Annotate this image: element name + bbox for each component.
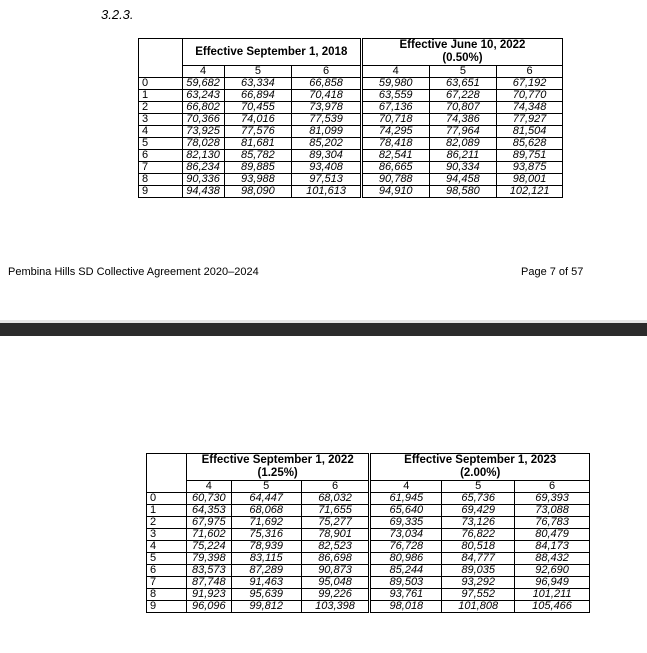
salary-cell: 87,289 — [231, 565, 301, 577]
salary-cell: 78,939 — [231, 541, 301, 553]
column-label-row — [147, 481, 590, 493]
salary-cell: 97,552 — [442, 589, 515, 601]
salary-cell: 67,136 — [361, 102, 429, 114]
salary-cell: 85,782 — [224, 150, 292, 162]
salary-cell: 99,812 — [231, 601, 301, 613]
salary-cell: 70,455 — [224, 102, 292, 114]
salary-cell: 89,304 — [292, 150, 362, 162]
salary-cell: 90,334 — [429, 162, 497, 174]
salary-cell: 70,366 — [182, 114, 224, 126]
salary-grid-table-1 — [138, 38, 563, 198]
salary-cell: 93,988 — [224, 174, 292, 186]
salary-cell: 96,949 — [515, 577, 590, 589]
salary-cell: 101,808 — [442, 601, 515, 613]
salary-cell: 63,334 — [224, 78, 292, 90]
salary-cell: 85,244 — [370, 565, 442, 577]
column-label: 4 — [182, 66, 224, 78]
salary-cell: 93,292 — [442, 577, 515, 589]
salary-cell: 69,429 — [442, 505, 515, 517]
salary-cell: 82,541 — [361, 150, 429, 162]
salary-cell: 73,925 — [182, 126, 224, 138]
salary-cell: 93,875 — [497, 162, 563, 174]
salary-cell: 74,016 — [224, 114, 292, 126]
group-subtitle: (0.50%) — [442, 52, 483, 65]
salary-cell: 71,655 — [301, 505, 370, 517]
step-label: 9 — [139, 186, 183, 198]
salary-cell: 75,224 — [186, 541, 231, 553]
salary-cell: 59,682 — [182, 78, 224, 90]
column-group-header — [186, 454, 370, 481]
salary-cell: 77,964 — [429, 126, 497, 138]
salary-cell: 98,580 — [429, 186, 497, 198]
salary-cell: 94,910 — [361, 186, 429, 198]
column-label: 5 — [231, 481, 301, 493]
column-label: 6 — [292, 66, 362, 78]
salary-cell: 80,518 — [442, 541, 515, 553]
salary-cell: 95,639 — [231, 589, 301, 601]
footer-document-title: Pembina Hills SD Collective Agreement 2020–2024 — [8, 266, 259, 278]
step-label: 5 — [139, 138, 183, 150]
group-title: Effective September 1, 2018 — [195, 45, 348, 58]
salary-cell: 98,001 — [497, 174, 563, 186]
column-group-header — [182, 39, 361, 66]
salary-cell: 73,126 — [442, 517, 515, 529]
group-title: Effective September 1, 2023 — [404, 454, 557, 466]
column-label: 6 — [497, 66, 563, 78]
table-row — [147, 565, 590, 577]
salary-cell: 76,728 — [370, 541, 442, 553]
salary-cell: 80,986 — [370, 553, 442, 565]
step-label: 7 — [139, 162, 183, 174]
step-label: 0 — [139, 78, 183, 90]
group-header-row — [147, 454, 590, 481]
table-row — [147, 541, 590, 553]
salary-cell: 73,088 — [515, 505, 590, 517]
salary-cell: 69,393 — [515, 493, 590, 505]
table-row — [139, 78, 563, 90]
salary-cell: 66,858 — [292, 78, 362, 90]
salary-cell: 101,211 — [515, 589, 590, 601]
step-label: 7 — [147, 577, 187, 589]
salary-cell: 90,873 — [301, 565, 370, 577]
salary-cell: 77,539 — [292, 114, 362, 126]
salary-cell: 94,438 — [182, 186, 224, 198]
salary-cell: 74,348 — [497, 102, 563, 114]
table-row — [147, 601, 590, 613]
step-label: 4 — [147, 541, 187, 553]
salary-cell: 82,089 — [429, 138, 497, 150]
salary-cell: 89,503 — [370, 577, 442, 589]
salary-cell: 76,822 — [442, 529, 515, 541]
group-title: Effective June 10, 2022 — [399, 39, 526, 51]
salary-cell: 83,115 — [231, 553, 301, 565]
table-row — [147, 577, 590, 589]
salary-cell: 82,523 — [301, 541, 370, 553]
salary-cell: 76,783 — [515, 517, 590, 529]
salary-cell: 90,788 — [361, 174, 429, 186]
salary-cell: 79,398 — [186, 553, 231, 565]
salary-cell: 84,777 — [442, 553, 515, 565]
table-1-body — [139, 39, 563, 198]
column-label: 4 — [186, 481, 231, 493]
salary-cell: 97,513 — [292, 174, 362, 186]
step-label: 3 — [139, 114, 183, 126]
salary-cell: 81,504 — [497, 126, 563, 138]
step-label: 6 — [139, 150, 183, 162]
column-label: 5 — [224, 66, 292, 78]
salary-cell: 70,770 — [497, 90, 563, 102]
table-row — [147, 493, 590, 505]
salary-cell: 89,885 — [224, 162, 292, 174]
salary-cell: 63,243 — [182, 90, 224, 102]
column-label: 6 — [301, 481, 370, 493]
step-label: 3 — [147, 529, 187, 541]
step-label: 1 — [139, 90, 183, 102]
step-label: 2 — [139, 102, 183, 114]
salary-cell: 105,466 — [515, 601, 590, 613]
salary-cell: 89,035 — [442, 565, 515, 577]
salary-cell: 65,736 — [442, 493, 515, 505]
group-subtitle: (1.25%) — [257, 467, 298, 480]
table-row — [147, 517, 590, 529]
salary-cell: 92,690 — [515, 565, 590, 577]
step-label: 6 — [147, 565, 187, 577]
salary-cell: 60,730 — [186, 493, 231, 505]
group-title: Effective September 1, 2022 — [201, 454, 354, 466]
step-label: 8 — [147, 589, 187, 601]
salary-cell: 86,665 — [361, 162, 429, 174]
salary-cell: 75,316 — [231, 529, 301, 541]
salary-cell: 69,335 — [370, 517, 442, 529]
column-label-row — [139, 66, 563, 78]
salary-cell: 86,211 — [429, 150, 497, 162]
salary-cell: 103,398 — [301, 601, 370, 613]
salary-cell: 67,192 — [497, 78, 563, 90]
salary-cell: 68,068 — [231, 505, 301, 517]
table-row — [147, 589, 590, 601]
table-row — [139, 162, 563, 174]
salary-cell: 66,894 — [224, 90, 292, 102]
salary-cell: 101,613 — [292, 186, 362, 198]
salary-cell: 67,228 — [429, 90, 497, 102]
salary-cell: 68,032 — [301, 493, 370, 505]
salary-cell: 98,018 — [370, 601, 442, 613]
table-row — [147, 529, 590, 541]
salary-cell: 82,130 — [182, 150, 224, 162]
table-row — [139, 114, 563, 126]
footer-page-number: Page 7 of 57 — [521, 266, 584, 278]
step-label: 4 — [139, 126, 183, 138]
step-label: 5 — [147, 553, 187, 565]
salary-cell: 83,573 — [186, 565, 231, 577]
salary-cell: 78,418 — [361, 138, 429, 150]
table-row — [139, 126, 563, 138]
salary-cell: 89,751 — [497, 150, 563, 162]
salary-cell: 90,336 — [182, 174, 224, 186]
salary-cell: 77,576 — [224, 126, 292, 138]
table-row — [147, 553, 590, 565]
salary-cell: 70,418 — [292, 90, 362, 102]
salary-cell: 96,096 — [186, 601, 231, 613]
corner-cell — [147, 454, 187, 493]
table-row — [139, 138, 563, 150]
column-label: 5 — [442, 481, 515, 493]
salary-cell: 67,975 — [186, 517, 231, 529]
salary-cell: 66,802 — [182, 102, 224, 114]
table-2-body — [147, 454, 590, 613]
salary-cell: 75,277 — [301, 517, 370, 529]
salary-cell: 85,628 — [497, 138, 563, 150]
table-row — [139, 150, 563, 162]
group-subtitle: (2.00%) — [460, 467, 501, 480]
salary-cell: 74,386 — [429, 114, 497, 126]
step-label: 9 — [147, 601, 187, 613]
salary-cell: 88,432 — [515, 553, 590, 565]
salary-cell: 84,173 — [515, 541, 590, 553]
table-row — [147, 505, 590, 517]
salary-cell: 87,748 — [186, 577, 231, 589]
step-label: 0 — [147, 493, 187, 505]
salary-cell: 78,901 — [301, 529, 370, 541]
salary-cell: 73,034 — [370, 529, 442, 541]
salary-cell: 64,447 — [231, 493, 301, 505]
group-header-row — [139, 39, 563, 66]
salary-cell: 74,295 — [361, 126, 429, 138]
column-group-header — [370, 454, 590, 481]
salary-cell: 94,458 — [429, 174, 497, 186]
salary-cell: 70,718 — [361, 114, 429, 126]
salary-cell: 70,807 — [429, 102, 497, 114]
salary-cell: 81,681 — [224, 138, 292, 150]
salary-cell: 71,692 — [231, 517, 301, 529]
column-label: 5 — [429, 66, 497, 78]
salary-cell: 99,226 — [301, 589, 370, 601]
table-row — [139, 90, 563, 102]
step-label: 2 — [147, 517, 187, 529]
salary-cell: 71,602 — [186, 529, 231, 541]
section-number: 3.2.3. — [101, 7, 134, 22]
salary-cell: 65,640 — [370, 505, 442, 517]
salary-cell: 93,761 — [370, 589, 442, 601]
salary-cell: 95,048 — [301, 577, 370, 589]
salary-grid-table-2 — [146, 453, 590, 613]
column-label: 6 — [515, 481, 590, 493]
salary-cell: 63,559 — [361, 90, 429, 102]
salary-cell: 86,234 — [182, 162, 224, 174]
salary-cell: 93,408 — [292, 162, 362, 174]
salary-cell: 80,479 — [515, 529, 590, 541]
step-label: 1 — [147, 505, 187, 517]
step-label: 8 — [139, 174, 183, 186]
salary-cell: 86,698 — [301, 553, 370, 565]
salary-cell: 59,980 — [361, 78, 429, 90]
salary-cell: 78,028 — [182, 138, 224, 150]
salary-cell: 61,945 — [370, 493, 442, 505]
column-label: 4 — [370, 481, 442, 493]
column-label: 4 — [361, 66, 429, 78]
salary-cell: 98,090 — [224, 186, 292, 198]
column-group-header — [361, 39, 562, 66]
salary-cell: 91,923 — [186, 589, 231, 601]
salary-cell: 63,651 — [429, 78, 497, 90]
salary-cell: 91,463 — [231, 577, 301, 589]
salary-cell: 64,353 — [186, 505, 231, 517]
salary-cell: 81,099 — [292, 126, 362, 138]
salary-cell: 77,927 — [497, 114, 563, 126]
table-row — [139, 174, 563, 186]
salary-cell: 102,121 — [497, 186, 563, 198]
table-row — [139, 186, 563, 198]
salary-cell: 85,202 — [292, 138, 362, 150]
salary-cell: 73,978 — [292, 102, 362, 114]
corner-cell — [139, 39, 183, 78]
table-row — [139, 102, 563, 114]
page-break-bar — [0, 323, 647, 336]
